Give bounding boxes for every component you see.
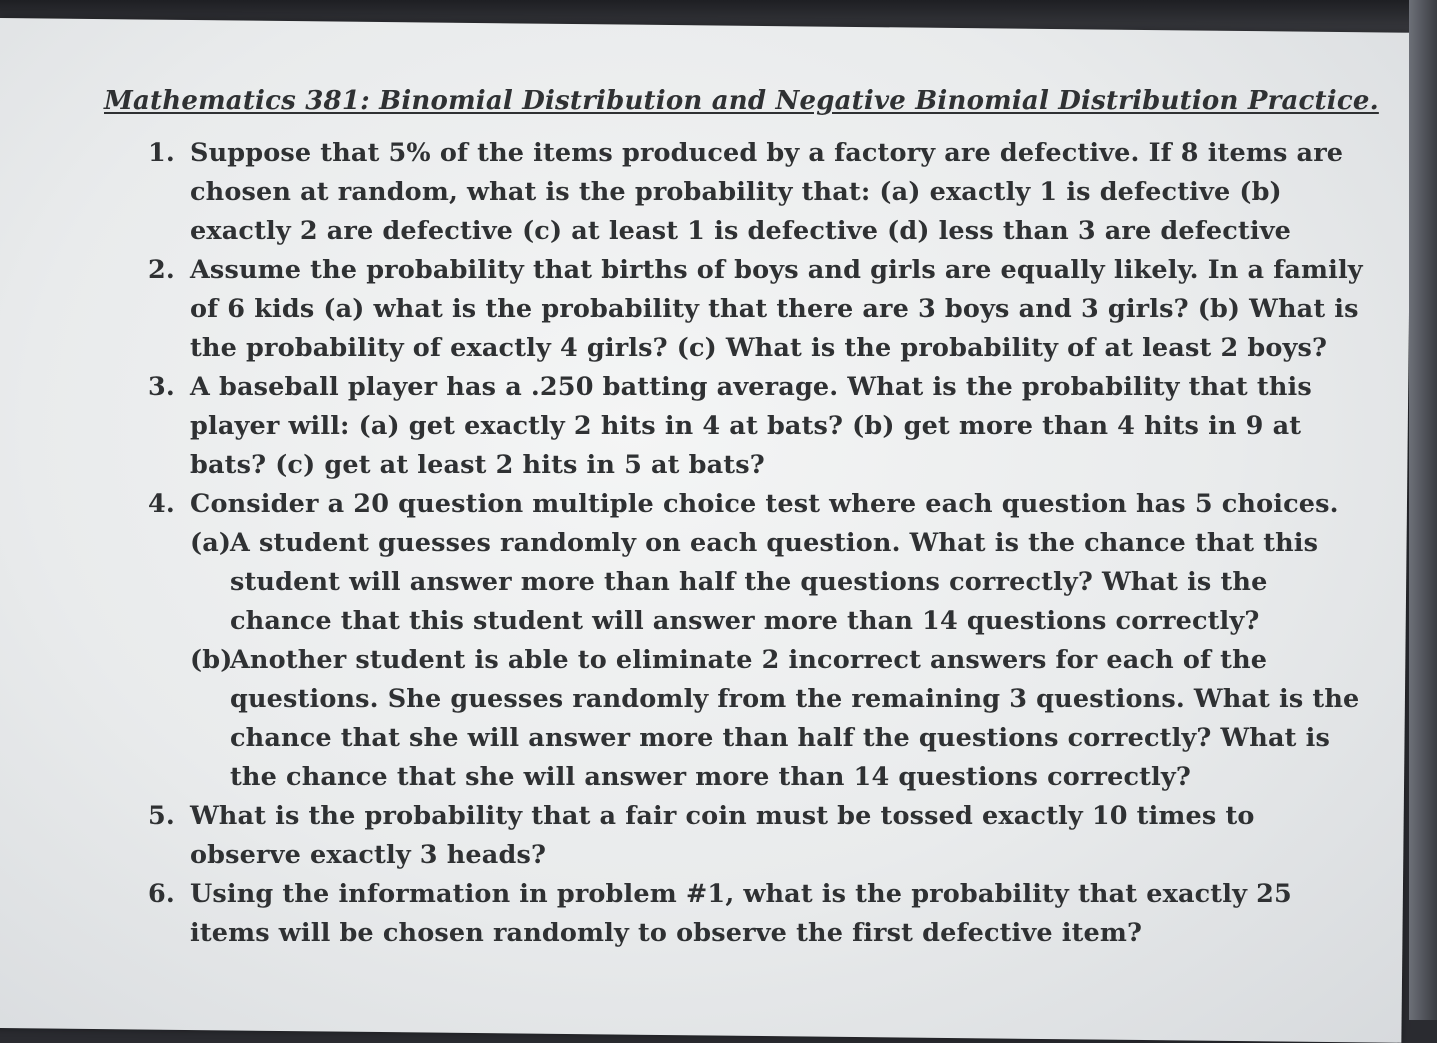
question-1 xyxy=(104,134,1374,251)
question-2 xyxy=(104,251,1374,368)
part-text: Another student is able to eliminate 2 incorrect answers for each of the questions. She guesses randomly from the remaining 3 questions. What is the chance that she will answer more than half the questions correctly? What is the chance that she will answer more than 14 questions correctly? xyxy=(230,645,1360,792)
part-tag: (a) xyxy=(190,528,232,558)
question-number: 1. xyxy=(148,138,175,168)
question-text: A baseball player has a .250 batting average. What is the probability that this player will: (a) get exactly 2 hits in 4 at bats? (b) get more than 4 hits in 9 at bats? (c) get at least 2 hits in 5 at bats? xyxy=(190,372,1312,480)
question-list xyxy=(104,134,1374,953)
question-text: Using the information in problem #1, what is the probability that exactly 25 items will be chosen randomly to observe the first defective item? xyxy=(190,879,1292,948)
question-4 xyxy=(104,485,1374,797)
part-text: A student guesses randomly on each question. What is the chance that this student will answer more than half the questions correctly? What is the chance that this student will answer more than 14 questions correctly? xyxy=(230,528,1319,636)
question-3 xyxy=(104,368,1374,485)
question-4-part-a xyxy=(190,524,1374,641)
worksheet xyxy=(104,86,1379,953)
part-tag: (b) xyxy=(190,645,233,675)
question-4-part-b xyxy=(190,641,1374,797)
screen-bezel-edge xyxy=(1409,0,1437,1020)
question-text: Consider a 20 question multiple choice test where each question has 5 choices. xyxy=(190,489,1339,519)
question-number: 6. xyxy=(148,879,175,909)
question-number: 3. xyxy=(148,372,175,402)
question-number: 4. xyxy=(148,489,175,519)
question-5 xyxy=(104,797,1374,875)
question-text: What is the probability that a fair coin must be tossed exactly 10 times to observe exactly 3 heads? xyxy=(190,801,1255,870)
question-number: 2. xyxy=(148,255,175,285)
question-number: 5. xyxy=(148,801,175,831)
worksheet-title: Mathematics 381: Binomial Distribution and Negative Binomial Distribution Practice. xyxy=(104,86,1379,116)
question-text: Suppose that 5% of the items produced by a factory are defective. If 8 items are chosen at random, what is the probability that: (a) exactly 1 is defective (b) exactly 2 are defective (c) at least 1 is defective (d) less than 3 are defective xyxy=(190,138,1344,246)
question-text: Assume the probability that births of boys and girls are equally likely. In a family of 6 kids (a) what is the probability that there are 3 boys and 3 girls? (b) What is the probability of exactly 4 girls? (c) What is the probability of at least 2 boys? xyxy=(190,255,1363,363)
question-6 xyxy=(104,875,1374,953)
